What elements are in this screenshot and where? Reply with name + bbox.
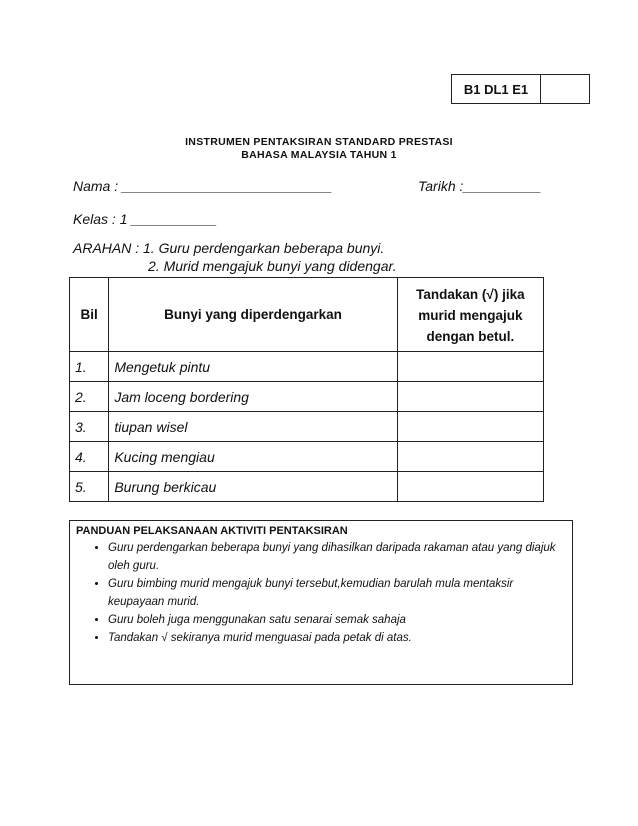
panduan-list xyxy=(76,539,566,647)
row-bunyi: Jam loceng bordering xyxy=(109,382,397,412)
row-check-cell[interactable] xyxy=(397,352,543,382)
table-row xyxy=(70,352,544,382)
table-row xyxy=(70,442,544,472)
header-tandakan-line-3: dengan betul. xyxy=(426,328,515,344)
table-header-row xyxy=(70,278,544,352)
header-tandakan-line-1: Tandakan (√) jika xyxy=(416,286,525,302)
header-bunyi: Bunyi yang diperdengarkan xyxy=(109,278,397,352)
arahan-line-1: ARAHAN : 1. Guru perdengarkan beberapa bunyi. xyxy=(73,240,385,256)
assessment-table xyxy=(69,277,544,502)
row-bunyi: Kucing mengiau xyxy=(109,442,397,472)
document-code: B1 DL1 E1 xyxy=(452,75,541,103)
table-row xyxy=(70,382,544,412)
list-item: • Guru boleh juga menggunakan satu senarai semak sahaja xyxy=(108,611,566,629)
title-line-1: INSTRUMEN PENTAKSIRAN STANDARD PRESTASI xyxy=(185,136,453,148)
title-line-2: BAHASA MALAYSIA TAHUN 1 xyxy=(241,149,397,161)
row-bil: 4. xyxy=(70,442,109,472)
row-bil: 1. xyxy=(70,352,109,382)
header-bil: Bil xyxy=(70,278,109,352)
row-bunyi: tiupan wisel xyxy=(109,412,397,442)
list-item: • Tandakan √ sekiranya murid menguasai pada petak di atas. xyxy=(108,629,566,647)
list-item: • Guru bimbing murid mengajuk bunyi tersebut,kemudian barulah mula mentaksir keupayaan murid. xyxy=(108,575,566,611)
row-check-cell[interactable] xyxy=(397,472,543,502)
table-row xyxy=(70,412,544,442)
row-check-cell[interactable] xyxy=(397,442,543,472)
row-check-cell[interactable] xyxy=(397,412,543,442)
arahan-line-2: 2. Murid mengajuk bunyi yang didengar. xyxy=(148,258,397,274)
row-bunyi: Mengetuk pintu xyxy=(109,352,397,382)
code-box xyxy=(451,74,590,104)
list-item: • Guru perdengarkan beberapa bunyi yang dihasilkan daripada rakaman atau yang diajuk oleh guru. xyxy=(108,539,566,575)
header-tandakan-line-2: murid mengajuk xyxy=(418,307,523,323)
row-bunyi: Burung berkicau xyxy=(109,472,397,502)
table-row xyxy=(70,472,544,502)
tarikh-field: Tarikh :__________ xyxy=(418,178,542,194)
code-empty-cell xyxy=(541,75,589,103)
panduan-heading: PANDUAN PELAKSANAAN AKTIVITI PENTAKSIRAN xyxy=(76,525,348,537)
panduan-box xyxy=(69,520,573,685)
row-bil: 2. xyxy=(70,382,109,412)
row-bil: 5. xyxy=(70,472,109,502)
row-check-cell[interactable] xyxy=(397,382,543,412)
row-bil: 3. xyxy=(70,412,109,442)
kelas-field: Kelas : 1 ___________ xyxy=(73,211,218,227)
header-tandakan xyxy=(397,278,543,352)
nama-field: Nama : ___________________________ xyxy=(73,178,333,194)
